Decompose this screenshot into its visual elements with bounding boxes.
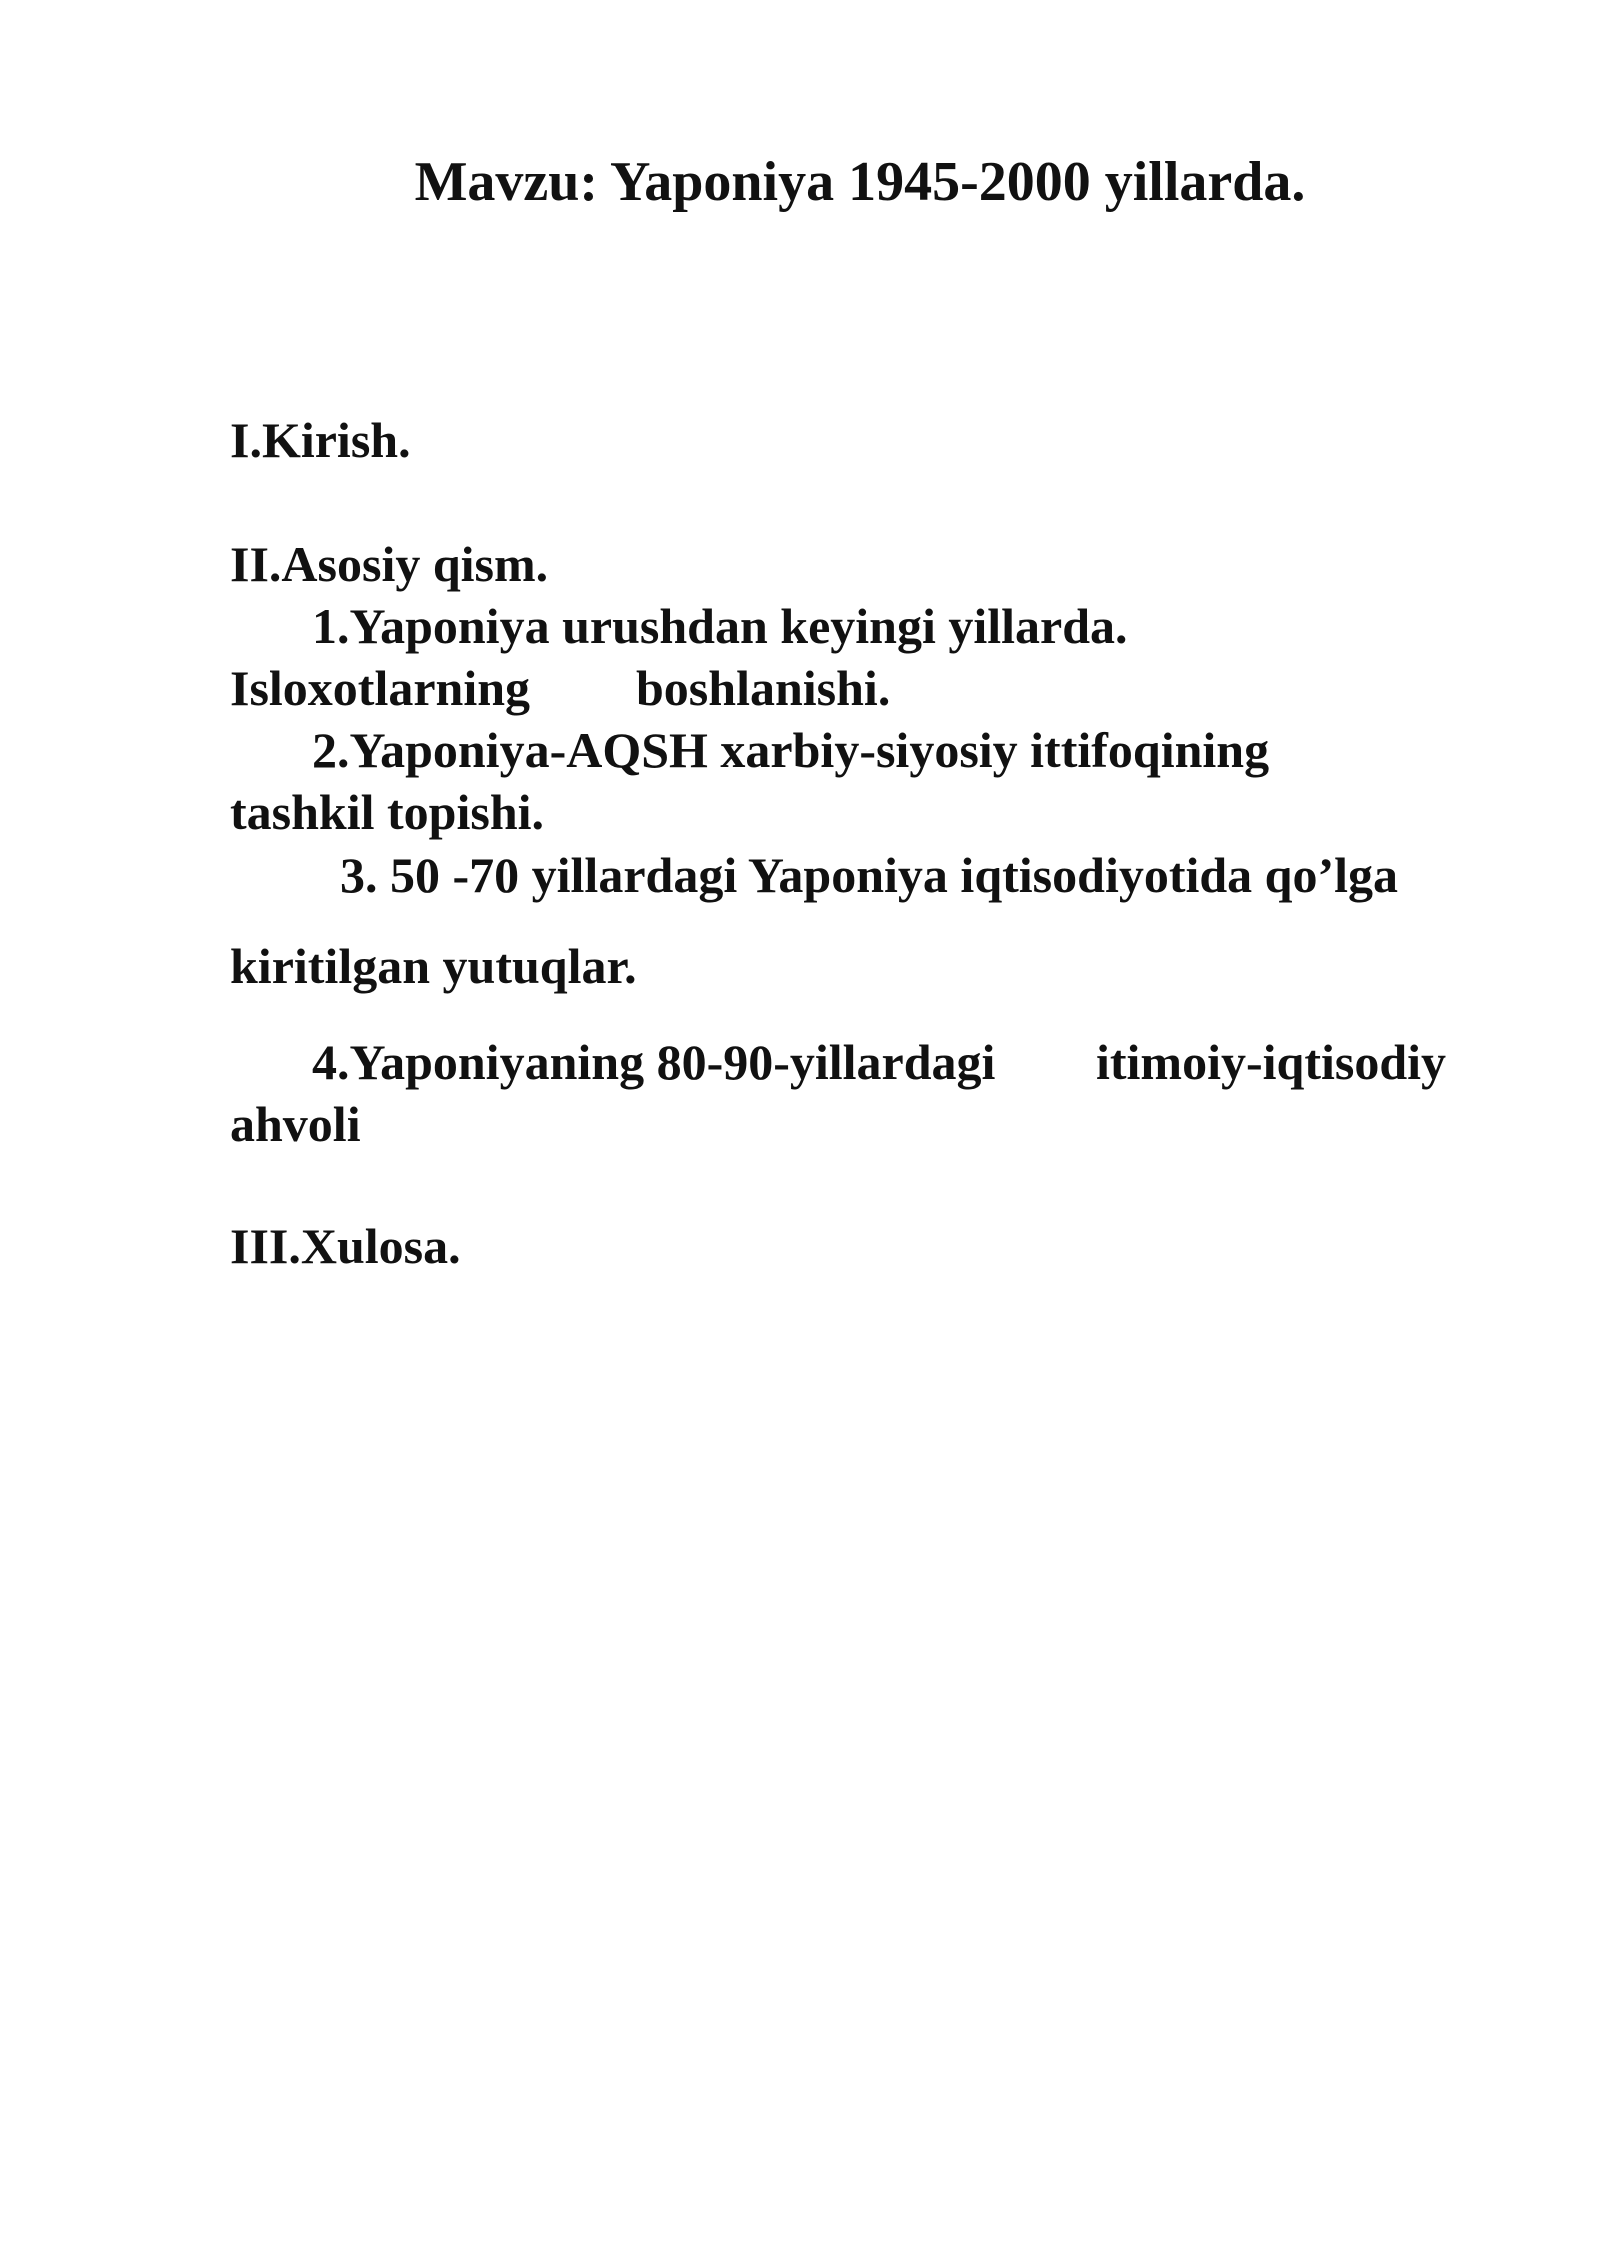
outline-item-1-line-1: 1.Yaponiya urushdan keyingi yillarda. bbox=[312, 598, 1128, 654]
outline-intro: I.Kirish. bbox=[230, 412, 411, 468]
outline-item-4-line-1a: 4.Yaponiyaning 80-90-yillardagi bbox=[312, 1034, 996, 1090]
outline-item-2-line-2: tashkil topishi. bbox=[230, 784, 545, 840]
outline-conclusion: III.Xulosa. bbox=[230, 1218, 461, 1274]
outline-item-2-line-1: 2.Yaponiya-AQSH xarbiy-siyosiy ittifoqining bbox=[312, 722, 1270, 778]
page-title: Mavzu: Yaponiya 1945-2000 yillarda. bbox=[414, 151, 1306, 213]
outline-item-3-line-2: kiritilgan yutuqlar. bbox=[230, 938, 637, 994]
outline-item-1-line-2b: boshlanishi. bbox=[636, 660, 891, 716]
outline-item-4-line-1b: itimoiy-iqtisodiy bbox=[1096, 1034, 1447, 1090]
outline-item-4-line-2: ahvoli bbox=[230, 1096, 361, 1152]
outline-item-1-line-2a: Isloxotlarning bbox=[230, 660, 531, 716]
outline-item-3-line-1: 3. 50 -70 yillardagi Yaponiya iqtisodiyotida qo’lga bbox=[340, 847, 1399, 903]
outline-main-section: II.Asosiy qism. bbox=[230, 536, 549, 592]
